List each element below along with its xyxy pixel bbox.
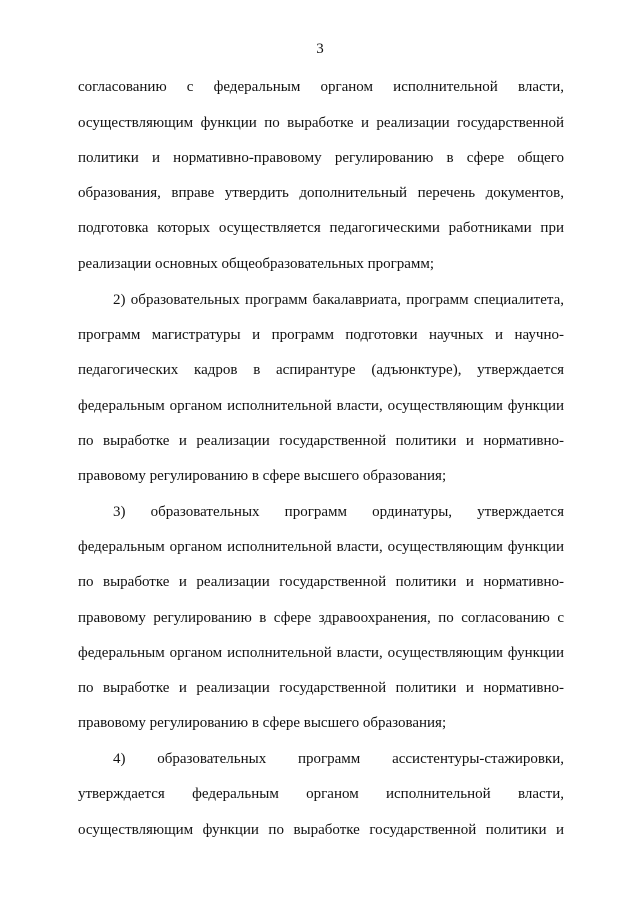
text-line: утверждается федеральным органом исполнительной власти, <box>78 786 564 802</box>
text-line: осуществляющим функции по выработке и реализации государственной <box>78 115 564 131</box>
text-line: по выработке и реализации государственной политики и нормативно- <box>78 680 564 696</box>
text-line: подготовка которых осуществляется педагогическими работниками при <box>78 220 564 236</box>
text-line: правовому регулированию в сфере высшего образования; <box>78 715 447 731</box>
page-number: 3 <box>316 41 324 57</box>
text-line: программ магистратуры и программ подготовки научных и научно- <box>78 327 564 343</box>
text-line: 4) образовательных программ ассистентуры-стажировки, <box>113 751 564 767</box>
text-line: 3) образовательных программ ординатуры, утверждается <box>113 504 564 520</box>
text-line: осуществляющим функции по выработке государственной политики и <box>78 822 564 838</box>
text-line: политики и нормативно-правовому регулированию в сфере общего <box>78 150 564 166</box>
text-line: по выработке и реализации государственной политики и нормативно- <box>78 433 564 449</box>
text-line: по выработке и реализации государственной политики и нормативно- <box>78 574 564 590</box>
text-line: 2) образовательных программ бакалавриата, программ специалитета, <box>113 292 564 308</box>
text-line: образования, вправе утвердить дополнительный перечень документов, <box>78 185 564 201</box>
text-line: реализации основных общеобразовательных программ; <box>78 256 435 272</box>
text-line: правовому регулированию в сфере высшего образования; <box>78 468 447 484</box>
text-line: федеральным органом исполнительной власти, осуществляющим функции <box>78 539 564 555</box>
text-line: правовому регулированию в сфере здравоохранения, по согласованию с <box>78 610 564 626</box>
text-line: федеральным органом исполнительной власти, осуществляющим функции <box>78 398 564 414</box>
text-line: согласованию с федеральным органом исполнительной власти, <box>78 79 564 95</box>
text-line: федеральным органом исполнительной власти, осуществляющим функции <box>78 645 564 661</box>
text-line: педагогических кадров в аспирантуре (адъюнктуре), утверждается <box>78 362 564 378</box>
